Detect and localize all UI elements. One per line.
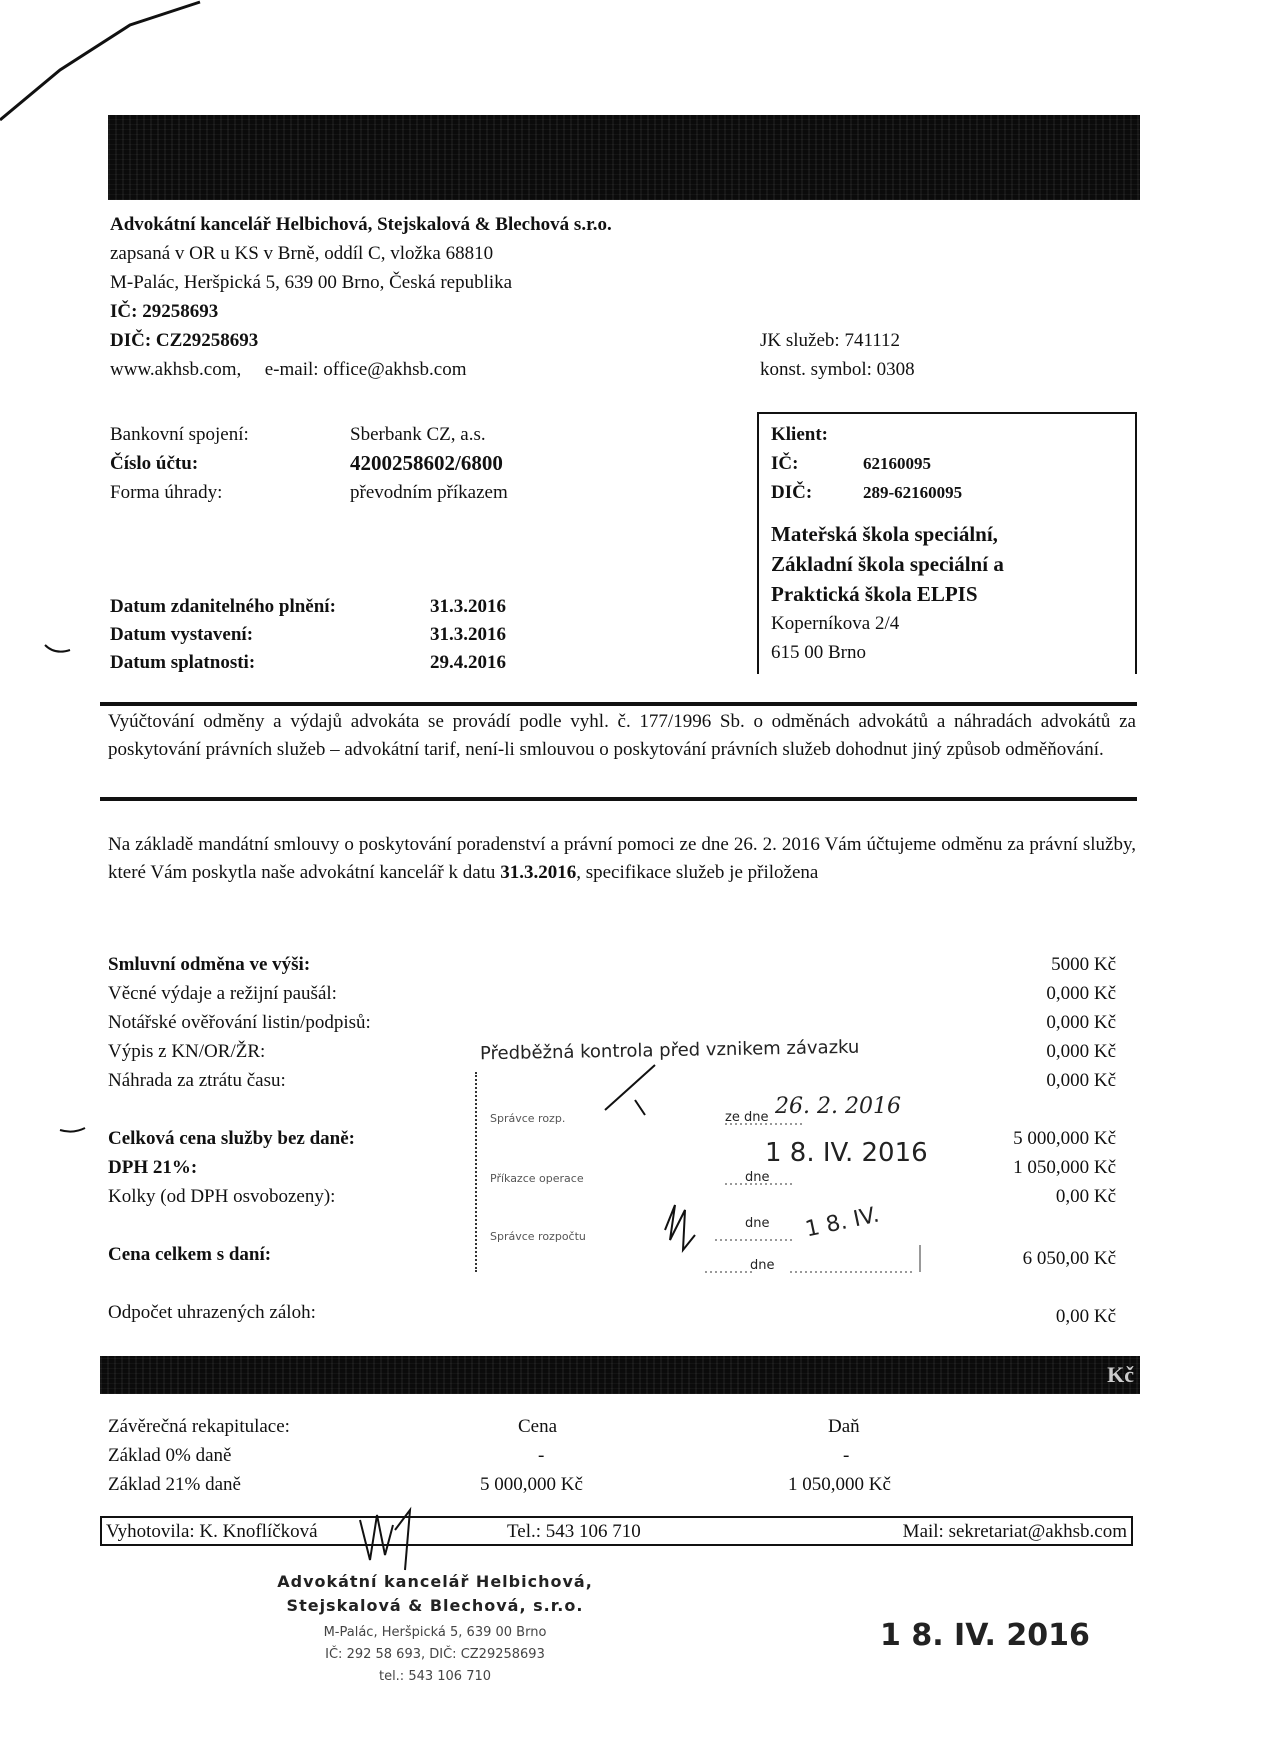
total-due-bar [100,1356,1140,1394]
company-dic: DIČ: CZ29258693 [110,330,259,351]
date-value: 31.3.2016 [430,624,506,645]
stamp-signature-mark [595,1060,675,1120]
stamp-date-printed: 1 8. IV. [803,1202,882,1243]
date-row [110,620,560,648]
total-value: 1 050,000 Kč [1013,1157,1116,1178]
recap-title: Závěrečná rekapitulace: [108,1416,290,1437]
date-row [110,592,560,620]
company-address: M-Palác, Heršpická 5, 639 00 Brno, Česká republika [110,272,513,293]
advance-label: Odpočet uhrazených záloh: [108,1302,316,1323]
bank-value: Sberbank CZ, a.s. [350,424,486,445]
intro-date: 31.3.2016 [500,862,577,883]
recap-label: Základ 0% daně [108,1445,232,1466]
intro-text-end: , specifikace služeb je přiložena [576,862,819,883]
account-label: Číslo účtu: [110,453,199,474]
item-label: Výpis z KN/OR/ŽR: [108,1041,266,1062]
recap-row [108,1470,1008,1499]
header-bar [108,115,1140,200]
item-label: Smluvní odměna ve výši: [108,954,311,975]
stamp-initials-mark [655,1200,715,1260]
grand-total-value: 6 050,00 Kč [1022,1248,1116,1269]
company-stamp [255,1570,615,1688]
company-registry: zapsaná v OR u KS v Brně, oddíl C, vložka 68810 [110,243,494,264]
margin-mark [55,1120,95,1140]
stamp-row-mid: ze dne [725,1110,769,1125]
jk-value: 741112 [844,330,901,351]
advance-value: 0,00 Kč [1055,1306,1116,1327]
signature [355,1500,435,1580]
legal-notice: Vyúčtování odměny a výdajů advokáta se provádí podle vyhl. č. 177/1996 Sb. o odměnách advokátů a náhradách advokátů za poskytování právních služeb – advokátní tarif, není-li smlouvou o poskytování právních služeb dohodnut jiný způsob odměňování. [108,711,1136,760]
margin-mark [40,640,80,660]
stamp-title: Předběžná kontrola před vznikem závazku [479,1036,860,1065]
client-name-line: Mateřská škola speciální, [771,522,998,546]
date-label: Datum splatnosti: [110,652,256,673]
stamp-line: Advokátní kancelář Helbichová, [277,1572,593,1591]
total-value: 0,00 Kč [1055,1186,1116,1207]
intro-paragraph [108,831,1136,887]
date-row [110,648,560,676]
dates-block [110,592,560,676]
stamp-line: M-Palác, Heršpická 5, 639 00 Brno [323,1625,547,1640]
recap-col-cena: Cena [518,1416,558,1437]
footer-mail[interactable]: Mail: sekretariat@akhsb.com [902,1521,1127,1542]
recap-header [108,1412,1008,1441]
received-date-stamp: 1 8. IV. 2016 [880,1618,1090,1653]
client-title: Klient: [771,424,828,445]
payment-value: převodním příkazem [350,482,508,503]
company-header [110,210,810,384]
item-row [108,950,1116,979]
stamp-row-mid: dne [745,1216,770,1231]
konst-value: 0308 [876,359,915,380]
total-label: DPH 21%: [108,1157,198,1178]
stamp-line: tel.: 543 106 710 [378,1669,492,1684]
recap-col-dan: Daň [828,1416,860,1437]
divider [100,797,1137,801]
date-value: 31.3.2016 [430,596,506,617]
footer-tel[interactable]: Tel.: 543 106 710 [507,1521,641,1542]
company-web[interactable]: www.akhsb.com, [110,359,242,380]
client-name-line: Praktická škola ELPIS [771,582,978,606]
company-email[interactable]: e-mail: office@akhsb.com [264,359,467,380]
stamp-row-label: Správce rozpočtu [490,1230,586,1243]
client-name-line: Základní škola speciální a [771,552,1004,576]
total-label: Celková cena služby bez daně: [108,1128,355,1149]
total-due-currency: Kč [1107,1362,1134,1387]
service-codes [760,326,1020,384]
stamp-date-printed: 1 8. IV. 2016 [765,1138,928,1168]
account-value: 4200258602/6800 [350,451,503,475]
date-value: 29.4.2016 [430,652,506,673]
item-value: 0,000 Kč [1046,1070,1116,1091]
stamp-row-label: Správce rozp. [490,1112,566,1125]
jk-label: JK služeb: [760,330,840,351]
company-name: Advokátní kancelář Helbichová, Stejskalová & Blechová s.r.o. [110,214,612,235]
recap-label: Základ 21% daně [108,1474,241,1495]
client-box [757,412,1137,674]
stamp-line: IČ: 292 58 693, DIČ: CZ29258693 [325,1647,545,1662]
item-value: 0,000 Kč [1046,1012,1116,1033]
total-label: Kolky (od DPH osvobozeny): [108,1186,336,1207]
budget-control-stamp [475,1030,935,1273]
item-label: Věcné výdaje a režijní paušál: [108,983,337,1004]
client-ic-label: IČ: [771,453,799,474]
stamp-row-mid: dne [745,1170,770,1185]
footer-vyhotovila: Vyhotovila: K. Knoflíčková [106,1521,318,1542]
total-value: 5 000,000 Kč [1013,1128,1116,1149]
grand-total-label: Cena celkem s daní: [108,1244,272,1265]
recap-row [108,1441,1008,1470]
item-value: 0,000 Kč [1046,983,1116,1004]
intro-text: Na základě mandátní smlouvy o poskytování poradenství a právní pomoci ze dne 26. 2. 2016 Vám účtujeme odměnu za právní služby, které Vám poskytla naše advokátní kancelář k datu [108,834,1136,883]
item-label: Notářské ověřování listin/podpisů: [108,1012,371,1033]
item-label: Náhrada za ztrátu času: [108,1070,286,1091]
konst-label: konst. symbol: [760,359,872,380]
date-label: Datum zdanitelného plnění: [110,596,336,617]
item-row [108,979,1116,1008]
bank-label: Bankovní spojení: [110,424,249,445]
stamp-row-mid: dne [750,1258,775,1273]
client-street: Koperníkova 2/4 [771,613,900,634]
item-value: 5000 Kč [1051,954,1116,975]
client-dic-value: 289-62160095 [863,483,963,502]
company-ic: IČ: 29258693 [110,301,219,322]
recap-cena: - [538,1445,545,1466]
item-value: 0,000 Kč [1046,1041,1116,1062]
date-label: Datum vystavení: [110,624,254,645]
bank-info [110,420,710,507]
recap-cena: 5 000,000 Kč [480,1474,583,1495]
stamp-line: Stejskalová & Blechová, s.r.o. [286,1596,584,1615]
recap-dan: - [843,1445,850,1466]
client-city: 615 00 Brno [771,642,866,663]
client-dic-label: DIČ: [771,482,813,503]
stamp-row-label: Příkazce operace [490,1172,584,1185]
divider [100,702,1137,706]
stamp-date-handwritten: 26. 2. 2016 [775,1094,901,1119]
recap-dan: 1 050,000 Kč [788,1474,891,1495]
company-contact [110,355,810,384]
recap-block [108,1412,1008,1499]
payment-label: Forma úhrady: [110,482,223,503]
footer-contact-box [100,1516,1133,1546]
client-ic-value: 62160095 [863,454,931,473]
